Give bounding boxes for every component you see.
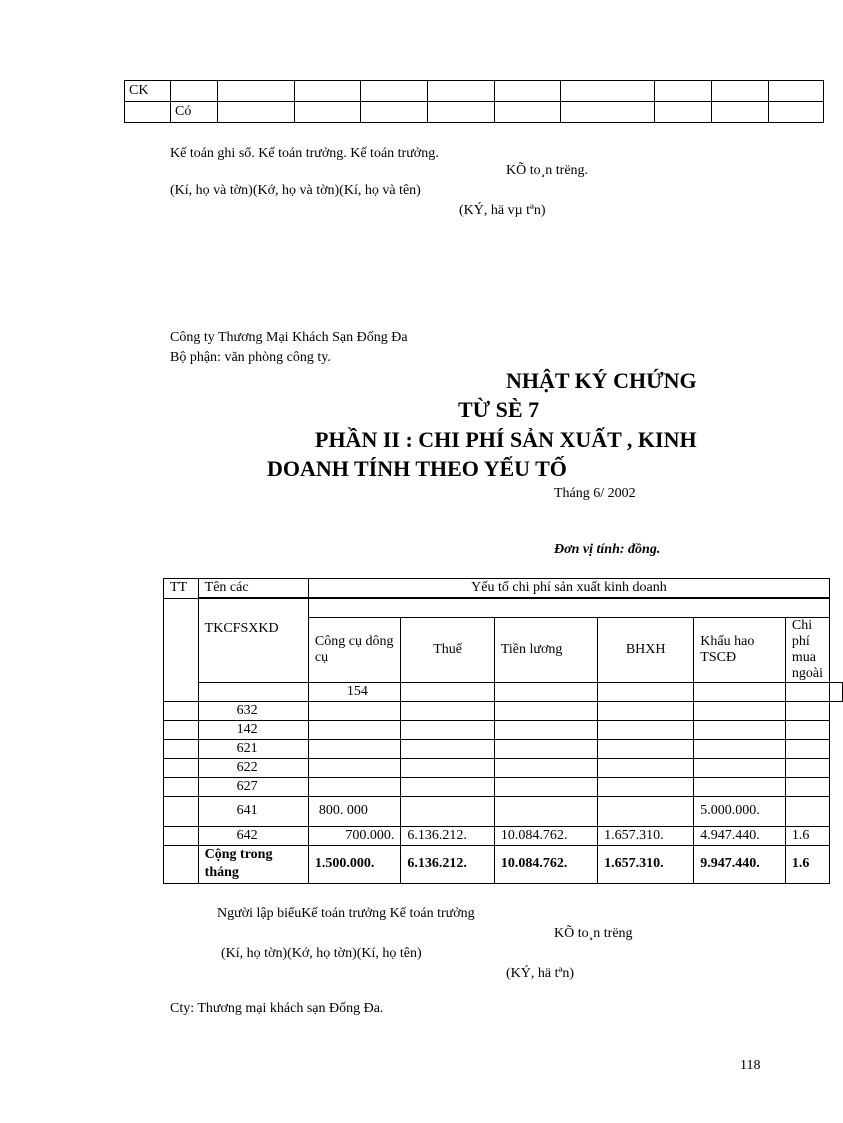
- total-row: Cộng trong tháng 1.500.000. 6.136.212. 10.084.762. 1.657.310. 9.947.440. 1.6: [164, 845, 843, 883]
- table-row: 142: [164, 720, 843, 739]
- signature-roles-2: Người lập biểuKế toán trưởng Kế toán trưởng: [217, 906, 475, 921]
- table-row: 627: [164, 777, 843, 796]
- title-line-2: TỪ SÈ 7: [458, 397, 540, 422]
- header-group: Yếu tố chi phí sản xuất kinh doanh: [308, 579, 829, 599]
- expense-table: [163, 578, 843, 884]
- table-row: 622: [164, 758, 843, 777]
- co-cell: Có: [171, 102, 218, 123]
- table-row: 642 700.000. 6.136.212. 10.084.762. 1.657.310. 4.947.440. 1.6: [164, 826, 843, 845]
- currency-unit: Đơn vị tính: đồng.: [554, 542, 661, 557]
- sign-instruction: (KÝ, hä vµ tªn): [459, 203, 546, 218]
- month: Tháng 6/ 2002: [554, 486, 636, 501]
- chief-accountant-label: KÕ to¸n trëng.: [506, 163, 589, 178]
- col-cong-cu: Công cụ dông cụ: [308, 617, 401, 682]
- col-khau-hao: Khấu hao TSCĐ: [694, 617, 786, 682]
- col-thue: Thuế: [401, 617, 494, 682]
- total-label: Cộng trong tháng: [198, 845, 308, 883]
- title-line-1: NHẬT KÝ CHỨNG: [506, 368, 697, 393]
- footer-company: Cty: Thương mại khách sạn Đống Đa.: [170, 1001, 384, 1016]
- top-table: [124, 80, 824, 123]
- company-name: Công ty Thương Mại Khách Sạn Đống Đa: [170, 330, 408, 345]
- header-code: TKCFSXKD: [198, 617, 308, 682]
- col-bhxh: BHXH: [598, 617, 694, 682]
- header-tt: TT: [164, 579, 199, 599]
- department: Bộ phận: văn phòng công ty.: [170, 350, 331, 365]
- table-row: 632: [164, 701, 843, 720]
- title-line-4: DOANH TÍNH THEO YẾU TỐ: [267, 456, 567, 481]
- page-number: 118: [740, 1058, 761, 1073]
- chief-accountant-label-2: KÕ to¸n trëng: [554, 926, 633, 941]
- table-row: 621: [164, 739, 843, 758]
- title-line-3: PHẦN II : CHI PHÍ SẢN XUẤT , KINH: [315, 427, 697, 452]
- signature-instructions-2: (Kí, họ tờn)(Kớ, họ tờn)(Kí, họ tên): [221, 946, 422, 961]
- col-tien-luong: Tiền lương: [494, 617, 597, 682]
- ck-cell: CK: [125, 81, 171, 102]
- header-name: Tên các: [198, 579, 308, 599]
- table-row: 154: [164, 682, 843, 701]
- col-mua-ngoai: Chi phí mua ngoài: [785, 617, 829, 682]
- sign-instruction-2: (KÝ, hä tªn): [506, 966, 575, 981]
- signature-roles: Kế toán ghi sổ. Kế toán trưởng. Kế toán trưởng.: [170, 146, 439, 161]
- signature-instructions: (Kí, họ và tờn)(Kớ, họ và tờn)(Kí, họ và tên): [170, 183, 421, 198]
- table-row: 641 800. 000 5.000.000.: [164, 796, 843, 826]
